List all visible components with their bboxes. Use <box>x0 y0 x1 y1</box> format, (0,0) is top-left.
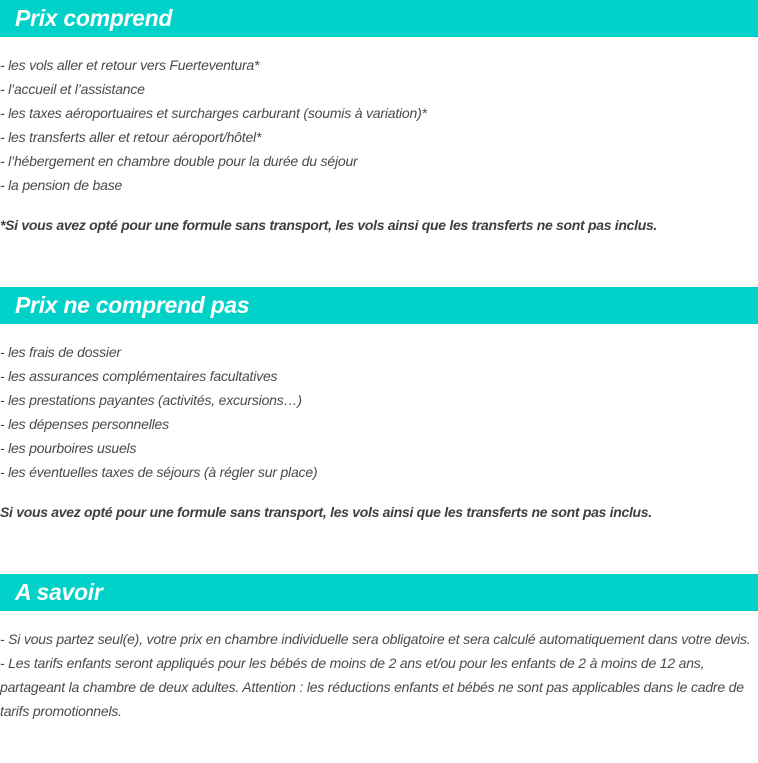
section-header-prix-ne-comprend-pas: Prix ne comprend pas <box>0 287 758 324</box>
included-note: *Si vous avez opté pour une formule sans transport, les vols ainsi que les transferts ne sont pas inclus. <box>0 217 658 233</box>
included-list <box>0 53 427 197</box>
list-item: - l’accueil et l’assistance <box>0 81 145 97</box>
list-item: - les dépenses personnelles <box>0 416 169 432</box>
excluded-note: Si vous avez opté pour une formule sans transport, les vols ainsi que les transferts ne sont pas inclus. <box>0 504 652 520</box>
list-item: - les vols aller et retour vers Fuerteventura* <box>0 57 260 73</box>
list-item: - les taxes aéroportuaires et surcharges carburant (soumis à variation)* <box>0 105 427 121</box>
section-header-prix-comprend: Prix comprend <box>0 0 758 37</box>
list-item: - la pension de base <box>0 177 123 193</box>
excluded-list <box>0 340 317 484</box>
list-item: - l’hébergement en chambre double pour la durée du séjour <box>0 153 358 169</box>
list-item: - les transferts aller et retour aéroport/hôtel* <box>0 129 262 145</box>
a-savoir-content <box>0 627 752 723</box>
paragraph-child-rates: - Les tarifs enfants seront appliqués pour les bébés de moins de 2 ans et/ou pour les enfants de 2 à moins de 12 ans, partageant la chambre de deux adultes. Attention : les réductions enfants et bébés ne sont pas applicables dans le cadre de tarifs promotionnels. <box>0 655 744 719</box>
list-item: - les frais de dossier <box>0 344 121 360</box>
list-item: - les prestations payantes (activités, excursions…) <box>0 392 302 408</box>
paragraph-single-room: - Si vous partez seul(e), votre prix en chambre individuelle sera obligatoire et sera calculé automatiquement dans votre devis. <box>0 631 751 647</box>
list-item: - les assurances complémentaires facultatives <box>0 368 278 384</box>
list-item: - les éventuelles taxes de séjours (à régler sur place) <box>0 464 318 480</box>
list-item: - les pourboires usuels <box>0 440 137 456</box>
section-header-a-savoir: A savoir <box>0 574 758 611</box>
